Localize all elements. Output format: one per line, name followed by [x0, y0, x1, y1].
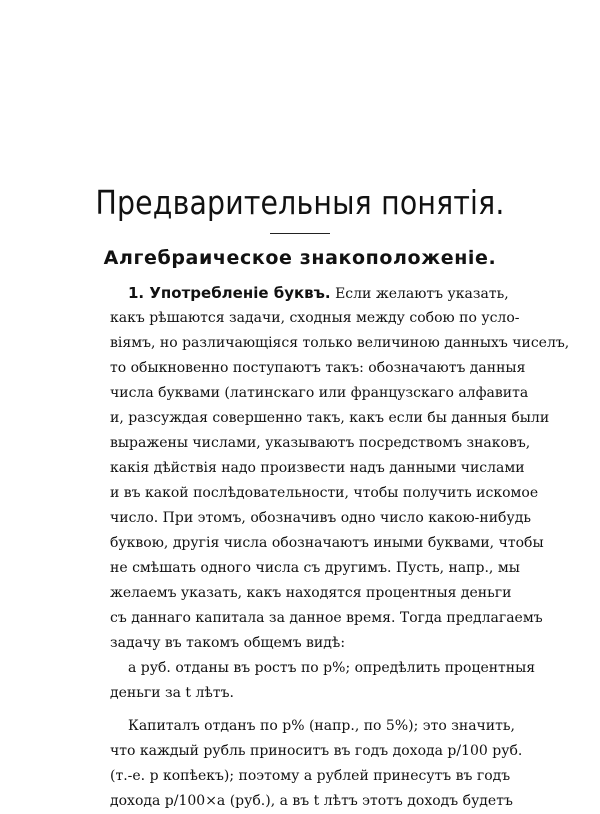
text-line: числа буквами (латинскаго или французскаго алфавита	[110, 385, 529, 401]
text-line: Капиталъ отданъ по p% (напр., по 5%); это значить,	[128, 718, 515, 734]
text-line: и, разсуждая совершенно такъ, какъ если бы данныя были	[110, 410, 550, 426]
page-title: Предварительныя понятія.	[95, 183, 505, 222]
text-line: то обыкновенно поступаютъ такъ: обозначаютъ данныя	[110, 360, 526, 376]
title-divider	[270, 233, 330, 234]
text-line: желаемъ указать, какъ находятся процентныя деньги	[110, 585, 512, 601]
text-line: выражены числами, указываютъ посредствомъ знаковъ,	[110, 435, 531, 451]
body-text	[110, 281, 570, 814]
text-line: буквою, другія числа обозначаютъ иными буквами, чтобы	[110, 535, 544, 551]
text-line: (т.-е. p копѣекъ); поэтому a рублей принесутъ въ годъ	[110, 768, 511, 784]
task-line: a руб. отданы въ ростъ по p%; опредѣлить процентныя	[128, 660, 536, 676]
text-line: число. При этомъ, обозначивъ одно число какою-нибудь	[110, 510, 531, 526]
text-line: не смѣшать одного числа съ другимъ. Пусть, напр., мы	[110, 560, 520, 576]
text-line: задачу въ такомъ общемъ видѣ:	[110, 635, 346, 651]
text-line: Если желаютъ указать,	[335, 286, 509, 302]
chapter-subtitle: Алгебраическое знакоположеніе.	[103, 247, 497, 269]
text-line: что каждый рубль приноситъ въ годъ дохода p/100 руб.	[110, 743, 523, 759]
section-first-line	[110, 281, 509, 306]
text-line: и въ какой послѣдовательности, чтобы получить искомое	[110, 485, 539, 501]
text-line: какъ рѣшаются задачи, сходныя между собою по усло-	[110, 310, 520, 326]
text-line: дохода p/100×a (руб.), а въ t лѣтъ этотъ доходъ будетъ	[110, 793, 513, 809]
task-line: деньги за t лѣтъ.	[110, 685, 234, 701]
section-heading: 1. Употребленіе буквъ.	[128, 284, 331, 302]
text-line: какія дѣйствія надо произвести надъ данными числами	[110, 460, 525, 476]
text-line: віямъ, но различающіяся только величиною данныхъ чиселъ,	[110, 335, 570, 351]
text-line: съ даннаго капитала за данное время. Тогда предлагаемъ	[110, 610, 543, 626]
